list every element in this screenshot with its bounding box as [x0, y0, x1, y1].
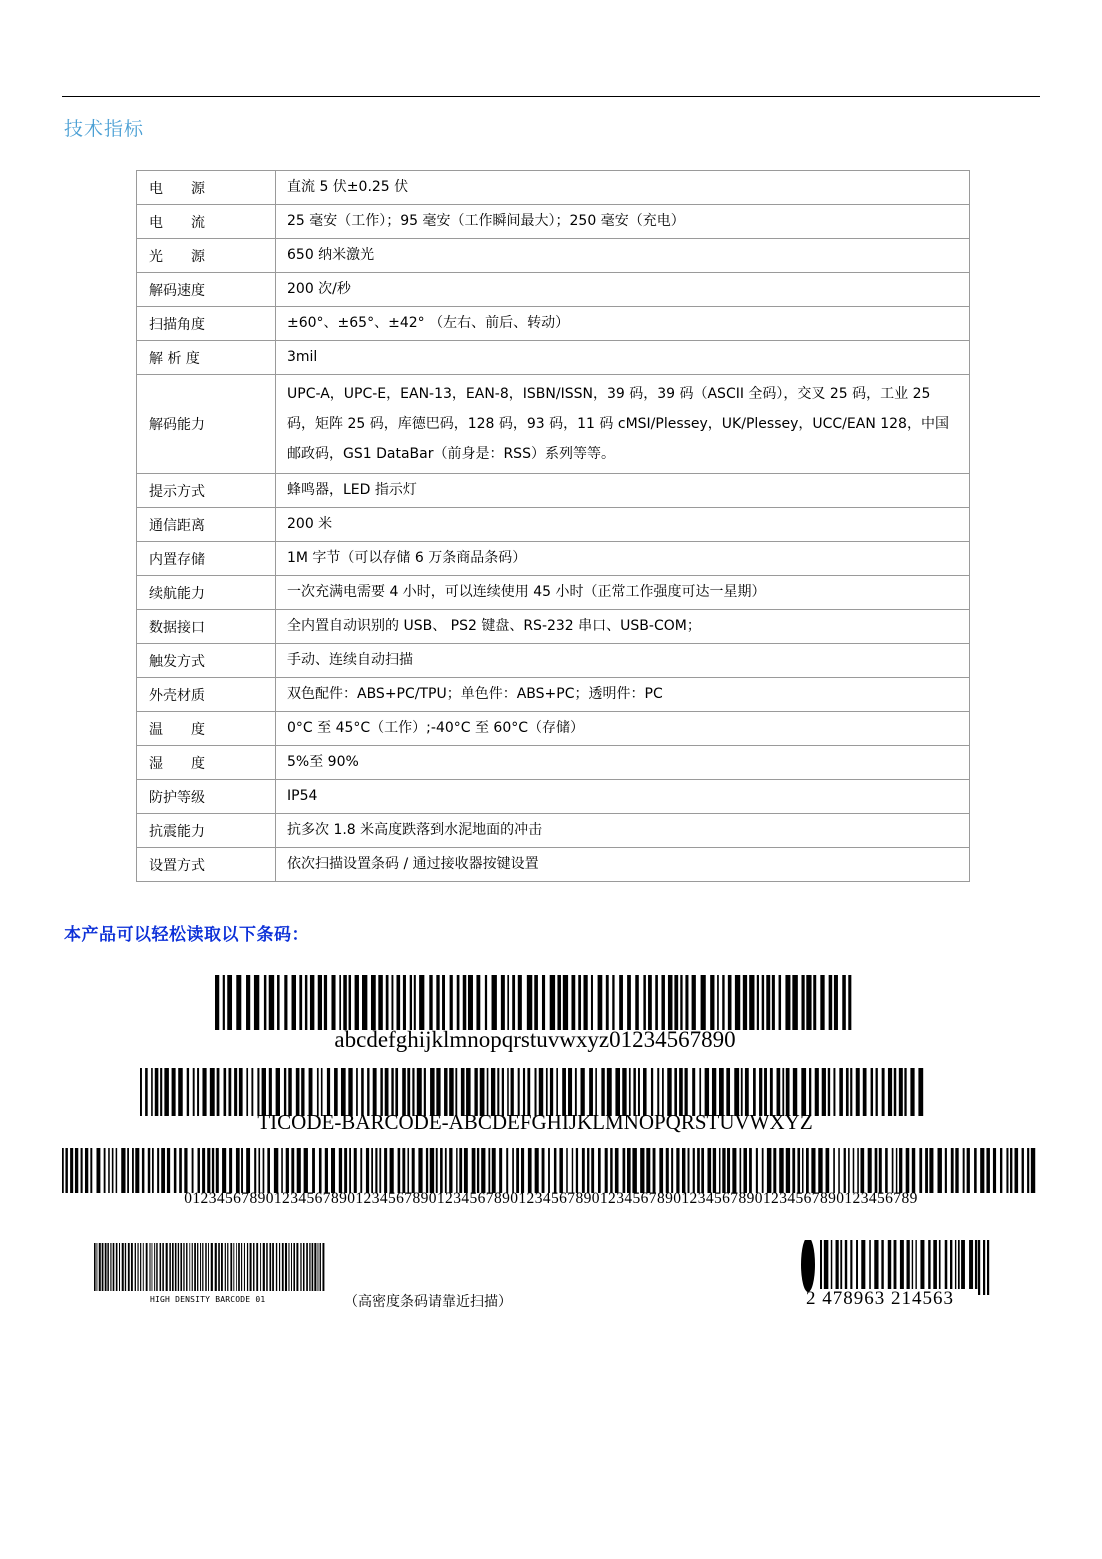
table-row: [137, 239, 970, 273]
spec-value: 3mil: [276, 341, 970, 375]
barcode-numeric-long: [62, 1148, 1040, 1193]
table-row: [137, 848, 970, 882]
high-density-note: （高密度条码请靠近扫描）: [344, 1294, 512, 1310]
table-row: [137, 746, 970, 780]
table-row: [137, 273, 970, 307]
table-row: [137, 644, 970, 678]
spec-value: 5%至 90%: [276, 746, 970, 780]
barcode-high-density-caption: HIGH DENSITY BARCODE 01: [150, 1295, 266, 1304]
spec-value: 全内置自动识别的 USB、 PS2 键盘、RS-232 串口、USB-COM；: [276, 610, 970, 644]
spec-value: 依次扫描设置条码 / 通过接收器按键设置: [276, 848, 970, 882]
table-row: [137, 474, 970, 508]
spec-value: 1M 字节（可以存储 6 万条商品条码）: [276, 542, 970, 576]
table-row: [137, 678, 970, 712]
page-title: 技术指标: [64, 118, 145, 140]
barcode-ean13: [800, 1240, 990, 1295]
spec-value: UPC-A，UPC-E，EAN-13，EAN-8，ISBN/ISSN，39 码，39 码（ASCII 全码），交叉 25 码，工业 25 码，矩阵 25 码，库德巴码，128 码，93 码，11 码 cMSI/Plessey，UK/Plessey，UCC/EAN 128，中国邮政码，GS1 DataBar（前身是：RSS）系列等等。: [276, 375, 970, 474]
header-divider: [62, 96, 1040, 97]
spec-label: 防护等级: [137, 780, 276, 814]
spec-label: 扫描角度: [137, 307, 276, 341]
spec-label: 电 源: [137, 171, 276, 205]
barcode-alphanumeric: [215, 975, 855, 1030]
spec-value: 0°C 至 45°C（工作）;-40°C 至 60°C（存储）: [276, 712, 970, 746]
spec-value: 抗多次 1.8 米高度跌落到水泥地面的冲击: [276, 814, 970, 848]
spec-value: 蜂鸣器，LED 指示灯: [276, 474, 970, 508]
spec-value: 25 毫安（工作）；95 毫安（工作瞬间最大）；250 毫安（充电）: [276, 205, 970, 239]
table-row: [137, 307, 970, 341]
table-row: [137, 780, 970, 814]
spec-label: 设置方式: [137, 848, 276, 882]
spec-label: 光 源: [137, 239, 276, 273]
table-row: [137, 610, 970, 644]
spec-label: 通信距离: [137, 508, 276, 542]
spec-label: 外壳材质: [137, 678, 276, 712]
spec-value: ±60°、±65°、±42° （左右、前后、转动）: [276, 307, 970, 341]
spec-label: 数据接口: [137, 610, 276, 644]
table-row: [137, 712, 970, 746]
spec-label: 续航能力: [137, 576, 276, 610]
spec-value: 直流 5 伏±0.25 伏: [276, 171, 970, 205]
table-row: [137, 375, 970, 474]
barcode-numeric-long-caption: 012345678901234567890123456789012345678901234567890123456789012345678901234567890123456789: [184, 1190, 918, 1207]
table-row: [137, 341, 970, 375]
spec-table: [136, 170, 970, 882]
barcode-high-density: [94, 1243, 325, 1291]
spec-label: 抗震能力: [137, 814, 276, 848]
table-row: [137, 542, 970, 576]
spec-label: 解码能力: [137, 375, 276, 474]
spec-label: 内置存储: [137, 542, 276, 576]
barcode-alphanumeric-caption: abcdefghijklmnopqrstuvwxyz01234567890: [334, 1027, 736, 1052]
barcode-ticode: [140, 1068, 930, 1116]
spec-label: 提示方式: [137, 474, 276, 508]
barcode-ticode-caption: TICODE-BARCODE-ABCDEFGHIJKLMNOPQRSTUVWXYZ: [257, 1110, 813, 1134]
spec-value: 手动、连续自动扫描: [276, 644, 970, 678]
table-row: [137, 171, 970, 205]
table-row: [137, 576, 970, 610]
table-row: [137, 814, 970, 848]
barcode-section-title: 本产品可以轻松读取以下条码：: [64, 925, 309, 945]
barcode-ean13-caption: 2 478963 214563: [806, 1288, 954, 1309]
spec-value: 650 纳米激光: [276, 239, 970, 273]
spec-label: 触发方式: [137, 644, 276, 678]
spec-value: 200 次/秒: [276, 273, 970, 307]
spec-label: 温 度: [137, 712, 276, 746]
table-row: [137, 205, 970, 239]
spec-label: 解 析 度: [137, 341, 276, 375]
spec-value: IP54: [276, 780, 970, 814]
spec-label: 电 流: [137, 205, 276, 239]
spec-label: 湿 度: [137, 746, 276, 780]
spec-label: 解码速度: [137, 273, 276, 307]
spec-value: 200 米: [276, 508, 970, 542]
table-row: [137, 508, 970, 542]
spec-value: 一次充满电需要 4 小时，可以连续使用 45 小时（正常工作强度可达一星期）: [276, 576, 970, 610]
spec-value: 双色配件：ABS+PC/TPU；单色件：ABS+PC；透明件：PC: [276, 678, 970, 712]
